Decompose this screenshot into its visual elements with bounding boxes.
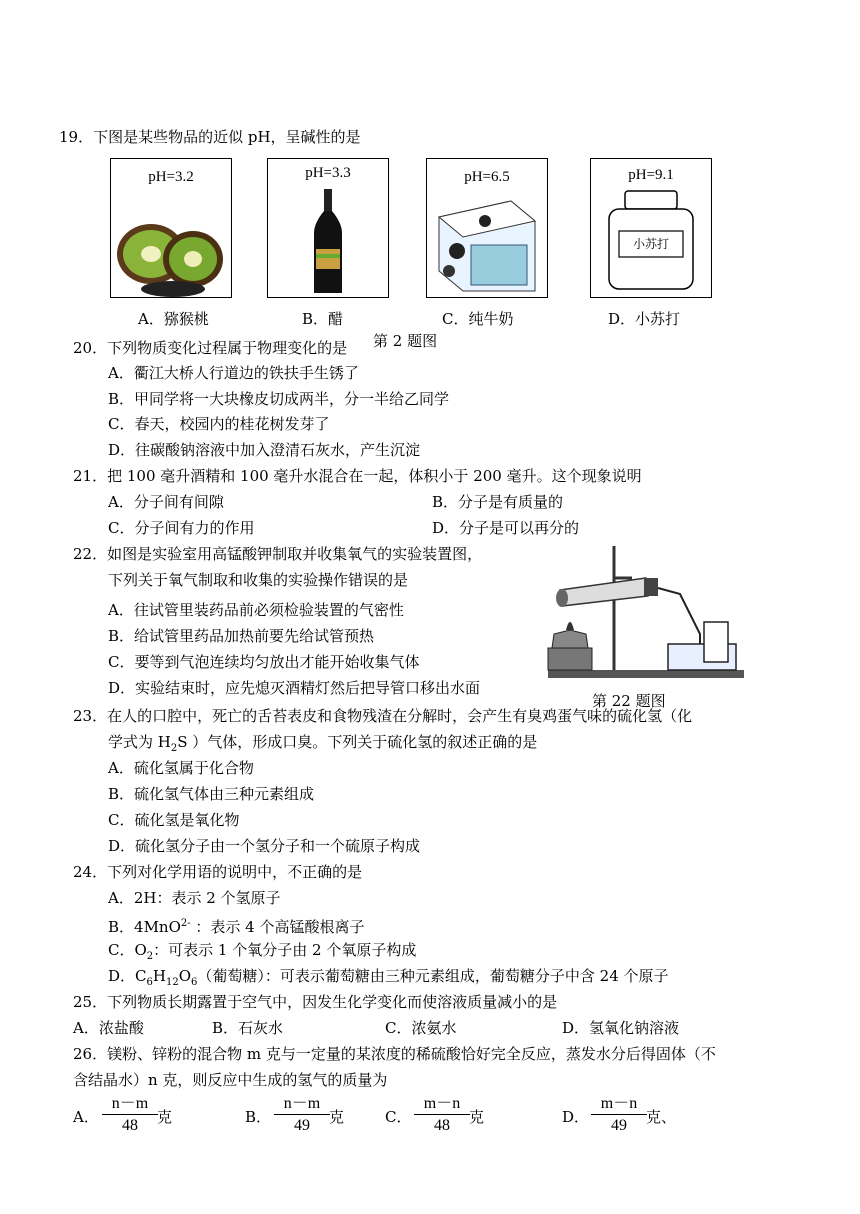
q26-option-b-fraction <box>274 1094 330 1137</box>
q19-option-d: D．小苏打 <box>608 310 681 328</box>
q23-stem-line2: 学式为 $H_2S$ ）气体，形成口臭。下列关于硫化氢的叙述正确的是 <box>108 733 538 754</box>
q21-stem: 21．把 100 毫升酒精和 100 毫升水混合在一起，体积小于 200 毫升。这个现象说明 <box>73 467 642 485</box>
q26-option-c-unit: 克 <box>469 1108 485 1126</box>
jar-label: 小苏打 <box>632 237 669 251</box>
q21-option-b: B．分子是有质量的 <box>432 493 564 511</box>
q20-option-a: A．衢江大桥人行道边的铁扶手生锈了 <box>108 364 359 382</box>
fraction-numerator: n－m <box>274 1094 330 1115</box>
q19-option-b: B．醋 <box>302 310 344 328</box>
q26-option-a-letter: A． <box>73 1108 99 1126</box>
q22-caption: 第 22 题图 <box>592 692 666 710</box>
q26-option-a-unit: 克 <box>157 1108 173 1126</box>
q19-soda-image <box>590 158 712 298</box>
q23-option-c: C．硫化氢是氧化物 <box>108 811 240 829</box>
q19-stem: 19．下图是某些物品的近似 pH，呈碱性的是 <box>59 128 361 146</box>
fraction-denominator: 48 <box>122 1117 138 1134</box>
q26-option-d-letter: D． <box>562 1108 590 1126</box>
q26-option-b-letter: B． <box>245 1108 272 1126</box>
q22-option-c: C．要等到气泡连续均匀放出才能开始收集气体 <box>108 653 420 671</box>
q19-milk-image <box>426 158 548 298</box>
q25-option-d: D．氢氧化钠溶液 <box>562 1019 680 1037</box>
q26-option-d-fraction <box>591 1094 647 1137</box>
q23-option-a: A．硫化氢属于化合物 <box>108 759 254 777</box>
q19-ph-a: pH=3.2 <box>148 169 194 185</box>
q22-stem-line1: 22．如图是实验室用高锰酸钾制取并收集氧气的实验装置图， <box>73 545 483 563</box>
test-tube <box>560 578 648 606</box>
q20-option-b: B．甲同学将一大块橡皮切成两半，分一半给乙同学 <box>108 390 450 408</box>
fraction-numerator: m－n <box>591 1094 647 1115</box>
q23-option-b: B．硫化氢气体由三种元素组成 <box>108 785 315 803</box>
kiwi-icon <box>111 159 231 297</box>
q19-caption: 第 2 题图 <box>373 332 438 350</box>
q21-option-c: C．分子间有力的作用 <box>108 519 255 537</box>
fraction-denominator: 49 <box>611 1117 627 1134</box>
q24-option-d: D．$C_6H_{12}O_6$（葡萄糖）：可表示葡萄糖由三种元素组成，葡萄糖分子中含 24 个原子 <box>108 967 669 988</box>
q20-option-c: C．春天，校园内的桂花树发芽了 <box>108 415 330 433</box>
fraction-denominator: 49 <box>294 1117 310 1134</box>
q25-option-c: C．浓氨水 <box>385 1019 457 1037</box>
q26-option-b-unit: 克 <box>329 1108 345 1126</box>
vinegar-bottle-icon <box>268 159 388 297</box>
q19-vinegar-image <box>267 158 389 298</box>
q25-option-a: A．浓盐酸 <box>73 1019 144 1037</box>
q19-ph-d: pH=9.1 <box>628 167 674 183</box>
q21-option-a: A．分子间有间隙 <box>108 493 224 511</box>
q22-apparatus-diagram <box>540 538 750 684</box>
q20-stem: 20．下列物质变化过程属于物理变化的是 <box>73 339 348 357</box>
q24-stem: 24．下列对化学用语的说明中，不正确的是 <box>73 863 363 881</box>
q20-option-d: D．往碳酸钠溶液中加入澄清石灰水，产生沉淀 <box>108 441 421 459</box>
jar-icon <box>591 159 711 297</box>
q26-option-c-letter: C． <box>385 1108 412 1126</box>
fraction-denominator: 48 <box>434 1117 450 1134</box>
q26-option-d-unit: 克、 <box>646 1108 677 1126</box>
q19-kiwi-image <box>110 158 232 298</box>
alcohol-lamp <box>548 648 592 670</box>
q19-ph-c: pH=6.5 <box>464 169 510 185</box>
q22-option-b: B．给试管里药品加热前要先给试管预热 <box>108 627 375 645</box>
q26-option-c-fraction <box>414 1094 470 1137</box>
fraction-numerator: m－n <box>414 1094 470 1115</box>
gas-jar <box>704 622 728 662</box>
q22-option-d: D．实验结束时，应先熄灭酒精灯然后把导管口移出水面 <box>108 679 481 697</box>
q19-option-c: C．纯牛奶 <box>442 310 514 328</box>
q19-option-a: A．猕猴桃 <box>138 310 209 328</box>
q23-option-d: D．硫化氢分子由一个氢分子和一个硫原子构成 <box>108 837 421 855</box>
q22-stem-line2: 下列关于氧气制取和收集的实验操作错误的是 <box>108 571 409 589</box>
q23-stem-line1: 23．在人的口腔中，死亡的舌苔表皮和食物残渣在分解时，会产生有臭鸡蛋气味的硫化氢（化 <box>73 707 693 725</box>
fraction-numerator: n－m <box>102 1094 158 1115</box>
milk-carton-icon <box>427 159 547 297</box>
q24-option-b: B．4MnO$^{2-}$ ：表示 4 个高锰酸根离子 <box>108 918 365 936</box>
q25-option-b: B．石灰水 <box>212 1019 284 1037</box>
q24-option-a: A．2H：表示 2 个氢原子 <box>108 889 281 907</box>
q19-ph-b: pH=3.3 <box>305 165 351 181</box>
q22-option-a: A．往试管里装药品前必须检验装置的气密性 <box>108 601 404 619</box>
q21-option-d: D．分子是可以再分的 <box>432 519 580 537</box>
q26-option-a-fraction <box>102 1094 158 1137</box>
q26-stem-line1: 26．镁粉、锌粉的混合物 m 克与一定量的某浓度的稀硫酸恰好完全反应，蒸发水分后得固体（不 <box>73 1045 716 1063</box>
stand-base <box>548 670 744 678</box>
q26-stem-line2: 含结晶水）n 克，则反应中生成的氢气的质量为 <box>73 1071 388 1089</box>
q25-stem: 25．下列物质长期露置于空气中，因发生化学变化而使溶液质量减小的是 <box>73 993 558 1011</box>
q24-option-c: C．$O_2$：可表示 1 个氧分子由 2 个氧原子构成 <box>108 941 417 962</box>
